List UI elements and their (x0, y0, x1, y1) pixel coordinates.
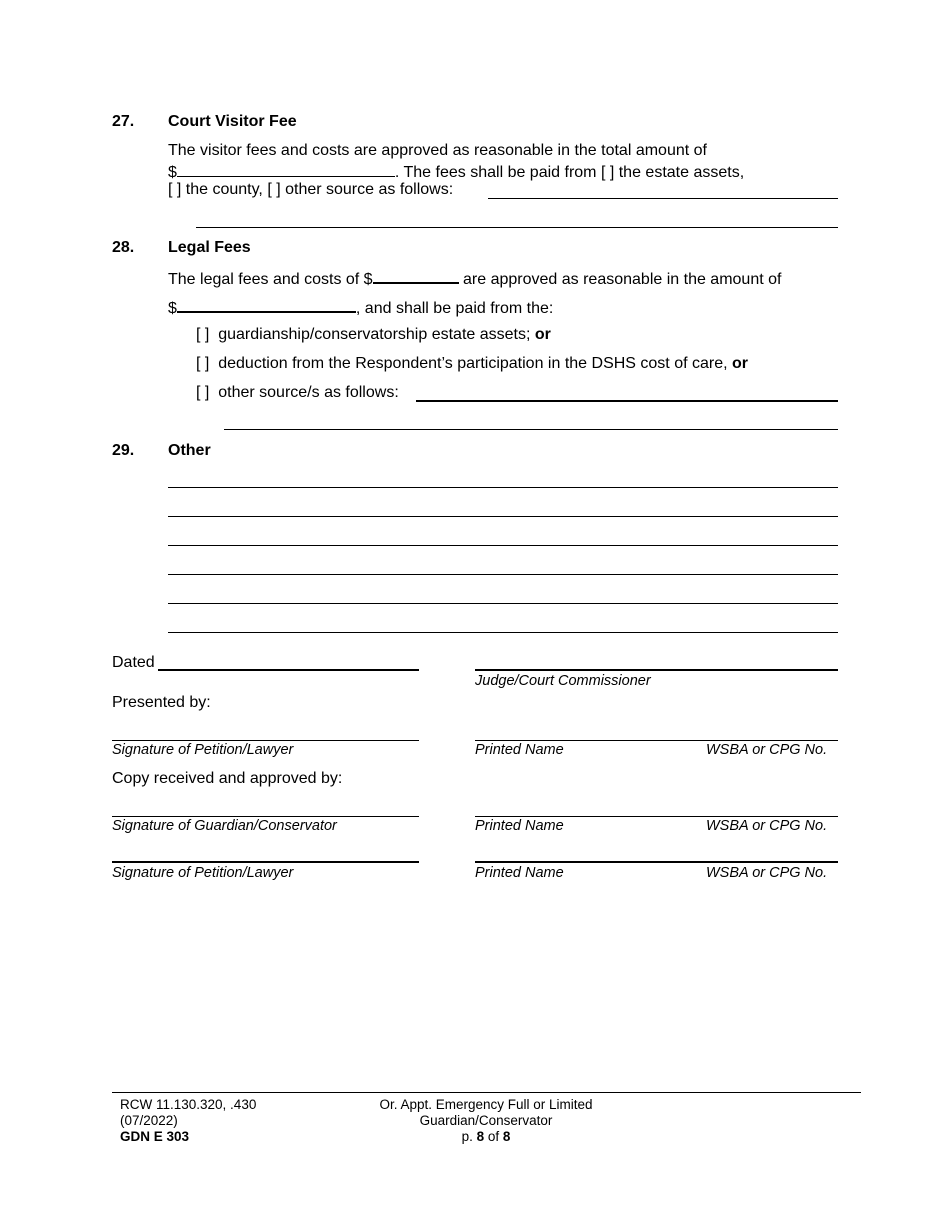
printed-name-label-3: Printed Name (475, 865, 564, 881)
section-28-line1-prefix: The legal fees and costs of $ (168, 271, 373, 288)
section-28-number: 28. (112, 239, 135, 256)
checkbox-other-source[interactable]: [ ] (196, 384, 210, 401)
printed-name-label-2: Printed Name (475, 818, 564, 834)
petition-lawyer-signature-line-2[interactable] (112, 861, 419, 863)
petition-lawyer-signature-label: Signature of Petition/Lawyer (112, 742, 294, 758)
dated-field[interactable] (158, 669, 419, 671)
presented-by-label: Presented by: (112, 694, 211, 711)
footer-form-id: GDN E 303 (120, 1129, 190, 1144)
other-field-line-6[interactable] (168, 632, 838, 633)
footer-title-line2: Guardian/Conservator (419, 1113, 553, 1128)
page-of: of (484, 1129, 503, 1144)
other-field-line-4[interactable] (168, 574, 838, 575)
visitor-fee-amount-field[interactable] (177, 162, 395, 177)
option-estate-assets[interactable] (196, 326, 551, 344)
section-27-line2-text: . The fees shall be paid from [ ] the estate assets, (394, 164, 745, 181)
section-27-line2 (168, 162, 744, 182)
section-28-line2 (168, 297, 553, 318)
other-field-line-5[interactable] (168, 603, 838, 604)
section-27-number: 27. (112, 113, 135, 130)
footer-date: (07/2022) (120, 1113, 178, 1128)
other-field-line-3[interactable] (168, 545, 838, 546)
judge-signature-line[interactable] (475, 669, 838, 671)
printed-name-line-1[interactable] (475, 740, 838, 741)
option-estate-assets-text: guardianship/conservatorship estate assets; (218, 326, 535, 343)
other-source-legal-field-line-2[interactable] (224, 429, 838, 430)
section-29-number: 29. (112, 442, 135, 459)
guardian-signature-label: Signature of Guardian/Conservator (112, 818, 337, 834)
printed-name-label-1: Printed Name (475, 742, 564, 758)
wsba-label-2: WSBA or CPG No. (706, 818, 828, 834)
legal-fees-amount-field[interactable] (177, 297, 356, 313)
judge-label: Judge/Court Commissioner (475, 673, 651, 689)
other-field-line-1[interactable] (168, 487, 838, 488)
dated-label: Dated (112, 654, 155, 671)
option-other-source[interactable] (196, 384, 399, 402)
option-dshs-deduction-text: deduction from the Respondent’s participation in the DSHS cost of care, (218, 355, 732, 372)
footer-rcw: RCW 11.130.320, .430 (120, 1097, 257, 1112)
section-28-line1-suffix: are approved as reasonable in the amount of (458, 271, 782, 288)
section-29-title: Other (168, 442, 211, 459)
page-total: 8 (502, 1129, 511, 1144)
checkbox-estate-assets[interactable]: [ ] (196, 326, 210, 343)
footer-page-number (346, 1129, 626, 1145)
section-27-line1: The visitor fees and costs are approved as reasonable in the total amount of (168, 142, 707, 159)
checkbox-dshs-deduction[interactable]: [ ] (196, 355, 210, 372)
option-dshs-deduction-or: or (732, 355, 748, 372)
legal-fees-costs-field[interactable] (373, 268, 459, 284)
dollar-sign-2: $ (168, 300, 177, 317)
printed-name-line-2[interactable] (475, 816, 838, 817)
guardian-signature-line[interactable] (112, 816, 419, 817)
petition-lawyer-signature-label-2: Signature of Petition/Lawyer (112, 865, 294, 881)
section-27-line3: [ ] the county, [ ] other source as follows: (168, 181, 454, 198)
section-28-title: Legal Fees (168, 239, 251, 256)
section-28-line2-suffix: , and shall be paid from the: (355, 300, 554, 317)
other-source-legal-field-line-1[interactable] (416, 400, 838, 402)
footer-divider (112, 1092, 861, 1093)
section-28-line1 (168, 268, 781, 289)
copy-received-label: Copy received and approved by: (112, 770, 343, 787)
option-estate-assets-or: or (534, 326, 551, 343)
wsba-label-1: WSBA or CPG No. (706, 742, 828, 758)
page-prefix: p. (461, 1129, 477, 1144)
option-dshs-deduction[interactable] (196, 355, 748, 373)
printed-name-line-3[interactable] (475, 861, 838, 863)
option-other-source-text: other source/s as follows: (218, 384, 399, 401)
petition-lawyer-signature-line[interactable] (112, 740, 419, 741)
dollar-sign: $ (168, 164, 177, 181)
other-source-field-line-2[interactable] (196, 227, 838, 228)
footer-title-line1: Or. Appt. Emergency Full or Limited (379, 1097, 593, 1112)
wsba-label-3: WSBA or CPG No. (706, 865, 828, 881)
other-source-field-line-1[interactable] (488, 198, 838, 199)
other-field-line-2[interactable] (168, 516, 838, 517)
section-27-title: Court Visitor Fee (168, 113, 297, 130)
page-current: 8 (476, 1129, 485, 1144)
